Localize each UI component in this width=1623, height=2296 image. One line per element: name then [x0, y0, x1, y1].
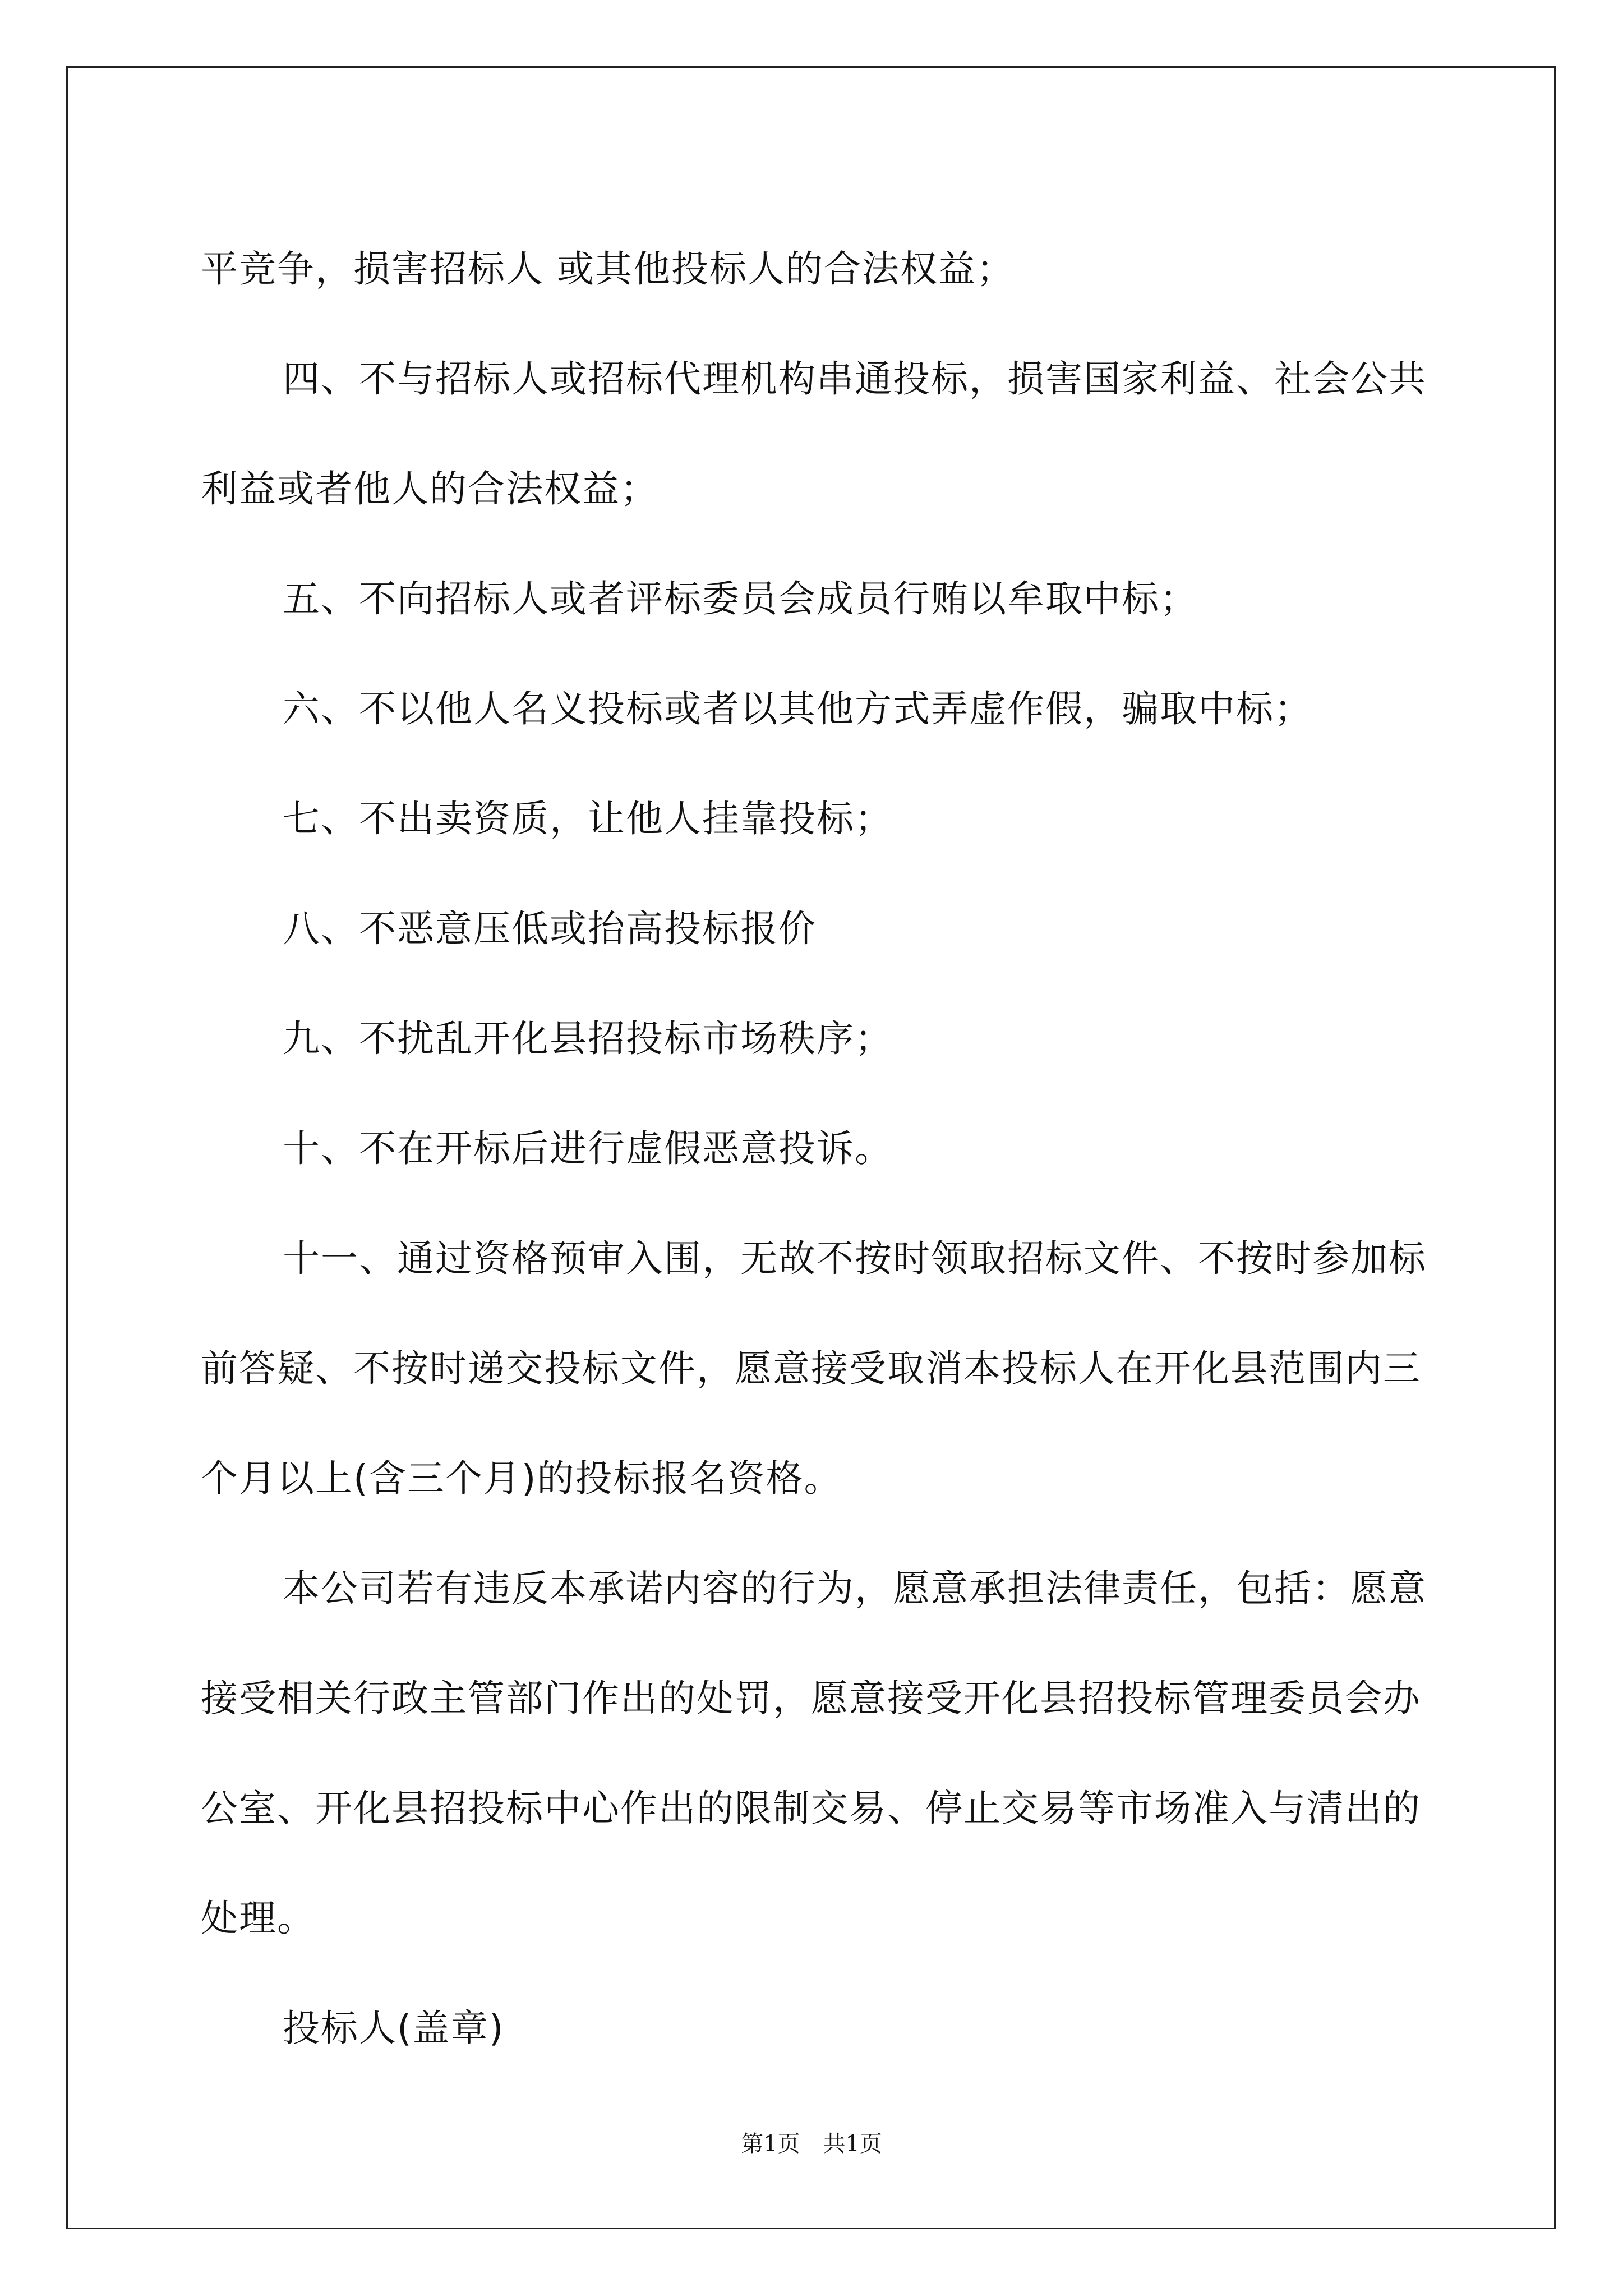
- page-total: 共1页: [823, 2131, 882, 2157]
- paragraph-3: 五、不向招标人或者评标委员会成员行贿以牟取中标；: [283, 577, 1198, 620]
- page-number: 第1页: [741, 2131, 800, 2157]
- paragraph-5: 七、不出卖资质，让他人挂靠投标；: [283, 797, 893, 840]
- page-footer: [0, 2126, 1623, 2158]
- paragraph-9: 十一、通过资格预审入围，无故不按时领取招标文件、不按时参加标前答疑、不按时递交投标文件，愿意接受取消本投标人在开化县范围内三个月以上(含三个月)的投标报名资格。: [201, 1237, 1427, 1500]
- paragraph-2: 四、不与招标人或招标代理机构串通投标，损害国家利益、社会公共利益或者他人的合法权益；: [201, 357, 1427, 510]
- paragraph-4: 六、不以他人名义投标或者以其他方式弄虚作假，骗取中标；: [283, 687, 1312, 730]
- signature-line: 投标人(盖章): [283, 2007, 505, 2050]
- paragraph-6: 八、不恶意压低或抬高投标报价: [283, 907, 817, 950]
- document-body: [201, 214, 1435, 2083]
- paragraph-1: 平竞争，损害招标人 或其他投标人的合法权益；: [201, 247, 1015, 291]
- paragraph-7: 九、不扰乱开化县招投标市场秩序；: [283, 1017, 893, 1060]
- paragraph-10: 本公司若有违反本承诺内容的行为，愿意承担法律责任，包括：愿意接受相关行政主管部门作出的处罚，愿意接受开化县招投标管理委员会办公室、开化县招投标中心作出的限制交易、停止交易等市场准入与清出的处理。: [201, 1567, 1427, 1940]
- paragraph-8: 十、不在开标后进行虚假恶意投诉。: [283, 1127, 893, 1170]
